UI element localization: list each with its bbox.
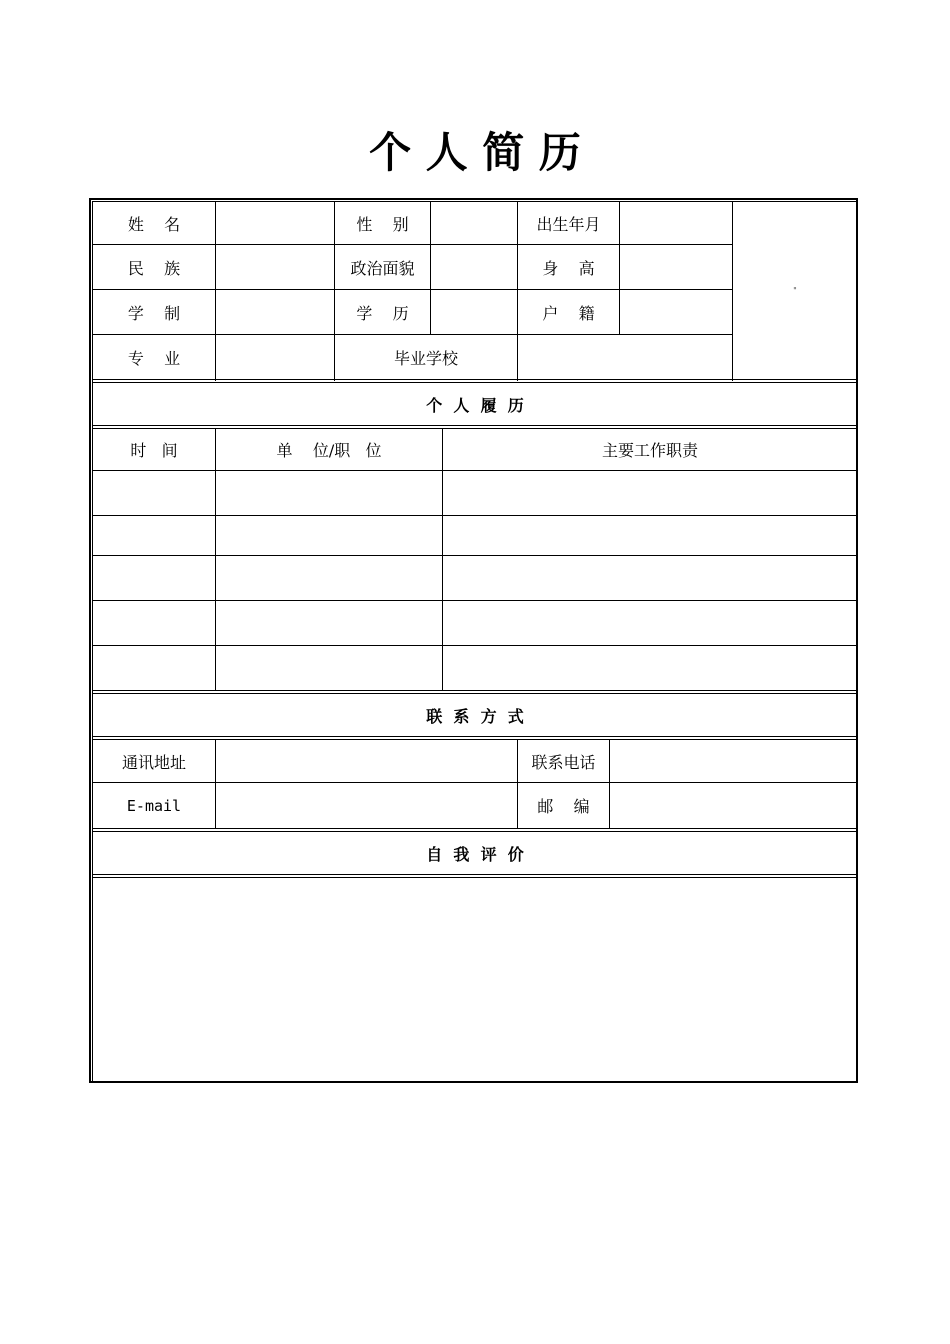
name-label: 姓 名 xyxy=(127,214,181,234)
name-field[interactable] xyxy=(216,202,334,244)
inner-border-bottom xyxy=(92,1082,858,1083)
phone-label: 联系电话 xyxy=(531,752,596,772)
self-eval-section-title: 自 我 评 价 xyxy=(426,844,524,864)
page-title: 个 人 简 历 xyxy=(369,128,581,177)
double-line xyxy=(92,828,857,829)
email-field[interactable] xyxy=(216,783,517,828)
ethnicity-label: 民 族 xyxy=(127,258,181,278)
double-line xyxy=(92,874,857,875)
photo-area[interactable] xyxy=(733,202,857,379)
col-position-header: 单 位/职 位 xyxy=(276,441,382,460)
zip-field[interactable] xyxy=(610,783,857,828)
email-label: E-mail xyxy=(126,796,182,815)
col-duties-header: 主要工作职责 xyxy=(601,441,698,460)
school-label: 毕业学校 xyxy=(393,348,458,368)
col-time-header: 时 间 xyxy=(130,441,178,460)
education-field[interactable] xyxy=(431,290,517,334)
birth-label: 出生年月 xyxy=(536,214,601,234)
table-row[interactable] xyxy=(93,601,857,645)
hukou-field[interactable] xyxy=(620,290,732,334)
table-row[interactable] xyxy=(93,471,857,515)
schooling-label: 学 制 xyxy=(127,303,181,323)
phone-field[interactable] xyxy=(610,740,857,782)
self-eval-field[interactable] xyxy=(93,878,857,1081)
inner-border-right xyxy=(857,201,858,1083)
address-label: 通讯地址 xyxy=(121,752,186,772)
double-line xyxy=(92,425,857,426)
address-field[interactable] xyxy=(216,740,517,782)
zip-label: 邮 编 xyxy=(537,797,590,816)
education-label: 学 历 xyxy=(356,303,409,323)
birth-field[interactable] xyxy=(620,202,732,244)
resume-section-title: 个 人 履 历 xyxy=(426,395,524,415)
political-field[interactable] xyxy=(431,245,517,289)
contact-section-title: 联 系 方 式 xyxy=(426,706,524,726)
major-field[interactable] xyxy=(216,335,334,379)
double-line xyxy=(92,379,857,380)
double-line xyxy=(92,736,857,737)
ethnicity-field[interactable] xyxy=(216,245,334,289)
table-row[interactable] xyxy=(93,646,857,690)
gender-field[interactable] xyxy=(431,202,517,244)
gender-label: 性 别 xyxy=(356,214,409,234)
school-field[interactable] xyxy=(518,335,732,379)
table-row[interactable] xyxy=(93,516,857,555)
height-field[interactable] xyxy=(620,245,732,289)
political-label: 政治面貌 xyxy=(350,258,415,278)
table-row[interactable] xyxy=(93,556,857,600)
photo-mark: " xyxy=(793,286,797,295)
hukou-label: 户 籍 xyxy=(542,303,595,323)
double-line xyxy=(92,690,857,691)
major-label: 专 业 xyxy=(127,348,181,368)
schooling-field[interactable] xyxy=(216,290,334,334)
height-label: 身 高 xyxy=(542,258,595,278)
